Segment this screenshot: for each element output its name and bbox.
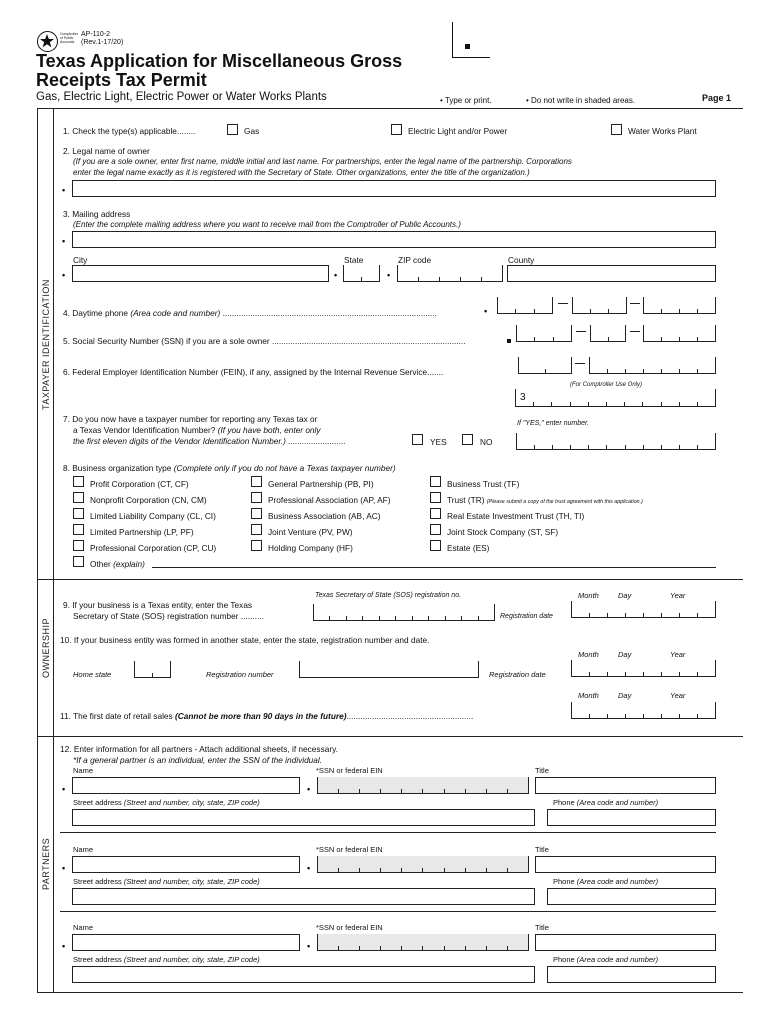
partner-name-input[interactable] <box>72 856 300 873</box>
org-type-label: Nonprofit Corporation (CN, CM) <box>90 495 207 505</box>
ownership-section-label: OWNERSHIP <box>41 617 51 678</box>
q4-label: 4. Daytime phone (Area code and number) ............................................................................................. <box>63 308 437 318</box>
ssn-dash <box>576 331 586 332</box>
q5-label: 5. Social Security Number (SSN) if you are a sole owner .................................................................................... <box>63 336 466 346</box>
q12-line1: 12. Enter information for all partners - Attach additional sheets, if necessary. <box>60 744 338 754</box>
org-type-checkbox[interactable] <box>73 492 84 503</box>
yes-label: YES <box>430 437 447 447</box>
partner-ssn-label: *SSN or federal EIN <box>316 766 383 775</box>
partner-phone-label: Phone (Area code and number) <box>553 955 659 964</box>
partners-section-label: PARTNERS <box>41 837 51 890</box>
fein-part2-input[interactable] <box>589 357 716 374</box>
zip-label: ZIP code <box>398 255 432 265</box>
org-type-label: Joint Venture (PV, PW) <box>268 527 353 537</box>
partner-phone-label: Phone (Area code and number) <box>553 798 659 807</box>
org-type-other-label: Other (explain) <box>90 559 145 569</box>
partner-phone-label: Phone (Area code and number) <box>553 877 659 886</box>
no-label: NO <box>480 437 493 447</box>
partner-street-input[interactable] <box>72 809 535 826</box>
partner-ssn-label: *SSN or federal EIN <box>316 845 383 854</box>
fein-part1-input[interactable] <box>518 357 572 374</box>
org-type-label: Limited Partnership (LP, PF) <box>90 527 194 537</box>
legal-name-input[interactable] <box>72 180 716 197</box>
gas-label: Gas <box>244 126 260 136</box>
org-type-checkbox[interactable] <box>430 508 441 519</box>
taxpayer-section-label: TAXPAYER IDENTIFICATION <box>41 279 51 410</box>
required-bullet: • <box>62 863 66 873</box>
reg-date-label: Registration date <box>489 670 546 679</box>
water-works-label: Water Works Plant <box>628 126 697 136</box>
q2-help: enter the legal name exactly as it is registered with the Secretary of State. Other organizations, enter the title of the organization.) <box>73 168 530 177</box>
q1-label: 1. Check the type(s) applicable........ <box>63 126 196 136</box>
org-type-checkbox[interactable] <box>73 508 84 519</box>
required-bullet: • <box>62 236 66 246</box>
required-bullet: • <box>307 941 311 951</box>
month-label: Month <box>578 591 599 600</box>
org-type-label: Business Trust (TF) <box>447 479 520 489</box>
home-state-date-input[interactable] <box>571 660 716 677</box>
zip-input[interactable] <box>397 265 503 282</box>
org-type-checkbox[interactable] <box>73 476 84 487</box>
taxpayer-no-checkbox[interactable] <box>462 434 473 445</box>
county-label: County <box>508 255 535 265</box>
form-title-line2: Receipts Tax Permit <box>36 70 207 90</box>
form-title-line1: Texas Application for Miscellaneous Gross <box>36 51 403 71</box>
phone-prefix-input[interactable] <box>572 297 627 314</box>
partner-divider <box>60 832 716 833</box>
month-label: Month <box>578 650 599 659</box>
section-divider <box>37 579 743 580</box>
fein-dash <box>575 363 585 364</box>
org-type-checkbox[interactable] <box>73 540 84 551</box>
org-type-label: Estate (ES) <box>447 543 490 553</box>
required-marker <box>507 339 511 343</box>
sos-label: Texas Secretary of State (SOS) registration no. <box>315 592 462 599</box>
q2-help: (If you are a sole owner, enter first name, middle initial and last name. For partnerships, enter the legal name of the partnership. Corporations <box>73 157 572 166</box>
note-shaded: • Do not write in shaded areas. <box>526 96 636 105</box>
year-label: Year <box>670 650 686 659</box>
org-type-checkbox[interactable] <box>251 524 262 535</box>
partner-street-label: Street address (Street and number, city, state, ZIP code) <box>73 798 260 807</box>
required-bullet: • <box>334 270 338 280</box>
partner-name-label: Name <box>73 923 94 932</box>
logo-text: Comptroller of Public Accounts <box>60 32 79 44</box>
registration-number-input[interactable] <box>299 661 479 678</box>
required-bullet: • <box>484 306 488 316</box>
comptroller-logo <box>37 31 58 52</box>
org-type-label: Trust (TR) (Please submit a copy of the trust agreement with this application.) <box>447 495 643 505</box>
form-number: AP-110-2 <box>81 31 111 38</box>
partner-street-label: Street address (Street and number, city, state, ZIP code) <box>73 877 260 886</box>
day-label: Day <box>618 691 632 700</box>
org-type-label: Real Estate Investment Trust (TH, TI) <box>447 511 585 521</box>
partner-title-label: Title <box>535 845 549 854</box>
year-label: Year <box>670 691 686 700</box>
org-type-other-checkbox[interactable] <box>73 556 84 567</box>
partner-divider <box>60 911 716 912</box>
other-explain-input[interactable] <box>152 567 716 568</box>
city-input[interactable] <box>72 265 329 282</box>
q7-line3: the first eleven digits of the Vendor Identification Number.) ......................... <box>73 436 346 446</box>
phone-area-code-input[interactable] <box>497 297 553 314</box>
org-type-label: Professional Corporation (CP, CU) <box>90 543 217 553</box>
required-bullet: • <box>62 784 66 794</box>
if-yes-note: If "YES," enter number. <box>517 420 590 427</box>
required-bullet: • <box>307 863 311 873</box>
form-subtitle: Gas, Electric Light, Electric Power or Water Works Plants <box>36 91 327 103</box>
org-type-label: Holding Company (HF) <box>268 543 353 553</box>
partner-phone-input[interactable] <box>547 888 716 905</box>
partner-name-label: Name <box>73 845 94 854</box>
q3-help: (Enter the complete mailing address where you want to receive mail from the Comptroller of Public Accounts.) <box>73 220 461 229</box>
q7-line1: 7. Do you now have a taxpayer number for reporting any Texas tax or <box>63 414 318 424</box>
electric-label: Electric Light and/or Power <box>408 126 508 136</box>
partner-title-input[interactable] <box>535 856 716 873</box>
form-revision: (Rev.1-17/20) <box>81 39 124 46</box>
partner-title-input[interactable] <box>535 934 716 951</box>
partner-phone-input[interactable] <box>547 966 716 983</box>
home-state-input[interactable] <box>134 661 171 678</box>
q2-label: 2. Legal name of owner <box>63 146 150 156</box>
q9-line2: Secretary of State (SOS) registration number .......... <box>73 611 264 621</box>
q7-line2: a Texas Vendor Identification Number? (If you have both, enter only <box>73 425 321 435</box>
comptroller-prefix: 3 <box>520 392 526 403</box>
note-type-print: • Type or print. <box>440 96 492 105</box>
comptroller-use-note: (For Comptroller Use Only) <box>570 382 643 388</box>
year-label: Year <box>670 591 686 600</box>
office-use-box <box>452 22 490 58</box>
partner-phone-input[interactable] <box>547 809 716 826</box>
partner-ssn-input[interactable] <box>317 856 529 873</box>
q9-line1: 9. If your business is a Texas entity, enter the Texas <box>63 600 253 610</box>
required-bullet: • <box>62 270 66 280</box>
org-type-checkbox[interactable] <box>251 540 262 551</box>
home-state-label: Home state <box>73 670 112 679</box>
county-input[interactable] <box>507 265 716 282</box>
state-label: State <box>344 255 364 265</box>
month-label: Month <box>578 691 599 700</box>
ssn-part2-input[interactable] <box>590 325 626 342</box>
taxpayer-yes-checkbox[interactable] <box>412 434 423 445</box>
phone-line-input[interactable] <box>643 297 716 314</box>
org-type-checkbox[interactable] <box>251 508 262 519</box>
partner-title-label: Title <box>535 923 549 932</box>
required-bullet: • <box>62 185 66 195</box>
required-bullet: • <box>387 270 391 280</box>
section-divider <box>37 736 743 737</box>
reg-date-label: Registration date <box>500 613 553 620</box>
phone-dash <box>630 303 640 304</box>
q3-label: 3. Mailing address <box>63 209 131 219</box>
taxpayer-number-input[interactable] <box>516 433 716 450</box>
org-type-checkbox[interactable] <box>251 476 262 487</box>
electric-checkbox[interactable] <box>391 124 402 135</box>
q11-label: 11. The first date of retail sales (Cannot be more than 90 days in the future)....................................................... <box>60 711 474 721</box>
day-label: Day <box>618 591 632 600</box>
partner-name-input[interactable] <box>72 777 300 794</box>
day-label: Day <box>618 650 632 659</box>
q10-label: 10. If your business entity was formed in another state, enter the state, registration number and date. <box>60 635 430 645</box>
sos-date-input[interactable] <box>571 601 716 618</box>
partner-title-label: Title <box>535 766 549 775</box>
org-type-checkbox[interactable] <box>251 492 262 503</box>
org-type-checkbox[interactable] <box>430 540 441 551</box>
required-bullet: • <box>62 941 66 951</box>
partner-street-label: Street address (Street and number, city, state, ZIP code) <box>73 955 260 964</box>
partner-street-input[interactable] <box>72 966 535 983</box>
partner-title-input[interactable] <box>535 777 716 794</box>
sos-number-input[interactable] <box>313 604 495 621</box>
org-type-checkbox[interactable] <box>73 524 84 535</box>
water-works-checkbox[interactable] <box>611 124 622 135</box>
q6-label: 6. Federal Employer Identification Number (FEIN), if any, assigned by the Internal Revenue Service....... <box>63 367 444 377</box>
partner-name-input[interactable] <box>72 934 300 951</box>
org-type-label: Limited Liability Company (CL, CI) <box>90 511 216 521</box>
org-type-label: Profit Corporation (CT, CF) <box>90 479 189 489</box>
phone-dash <box>558 303 568 304</box>
org-type-checkbox[interactable] <box>430 492 441 503</box>
retail-sales-date-input[interactable] <box>571 702 716 719</box>
state-input[interactable] <box>343 265 380 282</box>
mailing-address-input[interactable] <box>72 231 716 248</box>
org-type-label: Professional Association (AP, AF) <box>268 495 391 505</box>
gas-checkbox[interactable] <box>227 124 238 135</box>
org-type-label: General Partnership (PB, PI) <box>268 479 374 489</box>
partner-ssn-input[interactable] <box>317 934 529 951</box>
required-bullet: • <box>307 784 311 794</box>
ssn-part3-input[interactable] <box>643 325 716 342</box>
ssn-dash <box>630 331 640 332</box>
q12-line2: *If a general partner is an individual, enter the SSN of the individual. <box>73 755 323 765</box>
org-type-checkbox[interactable] <box>430 524 441 535</box>
partner-ssn-label: *SSN or federal EIN <box>316 923 383 932</box>
reg-number-label: Registration number <box>206 670 274 679</box>
partner-name-label: Name <box>73 766 94 775</box>
office-use-marker <box>465 44 470 49</box>
org-type-label: Joint Stock Company (ST, SF) <box>447 527 559 537</box>
ssn-part1-input[interactable] <box>516 325 572 342</box>
partner-ssn-input[interactable] <box>317 777 529 794</box>
q8-label: 8. Business organization type (Complete only if you do not have a Texas taxpayer number) <box>63 463 396 473</box>
star-icon <box>38 32 56 50</box>
page-number: Page 1 <box>702 93 732 103</box>
comptroller-use-field <box>515 389 716 407</box>
partner-street-input[interactable] <box>72 888 535 905</box>
city-label: City <box>73 255 88 265</box>
org-type-label: Business Association (AB, AC) <box>268 511 381 521</box>
org-type-checkbox[interactable] <box>430 476 441 487</box>
